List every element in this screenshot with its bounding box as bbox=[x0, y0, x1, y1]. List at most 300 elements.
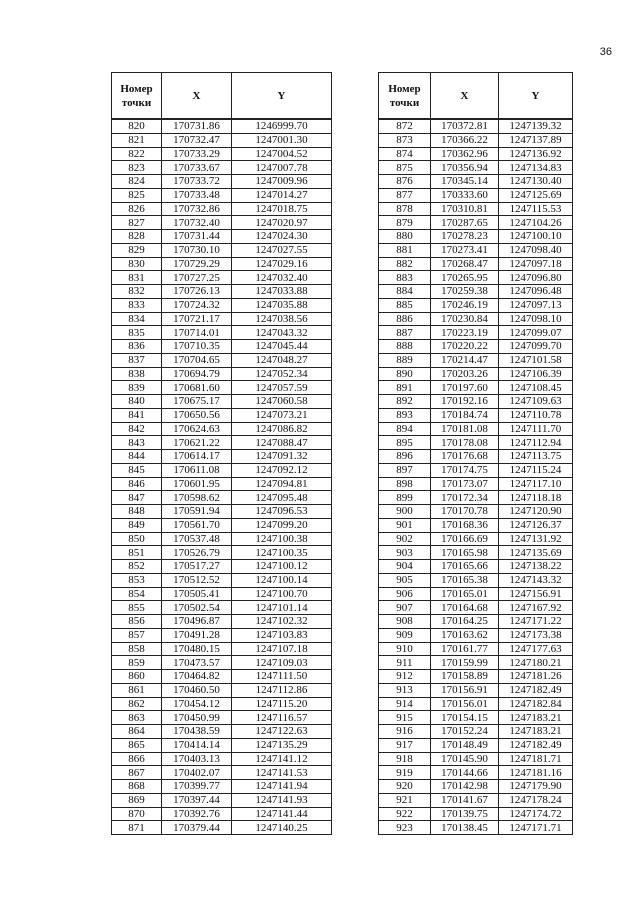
point-number-cell: 900 bbox=[379, 505, 431, 519]
table-row bbox=[112, 518, 332, 532]
table-row bbox=[112, 491, 332, 505]
y-coordinate-cell: 1247116.57 bbox=[232, 711, 332, 725]
point-number-cell: 820 bbox=[112, 119, 162, 133]
header-y: Y bbox=[232, 73, 332, 120]
y-coordinate-cell: 1247100.12 bbox=[232, 560, 332, 574]
x-coordinate-cell: 170733.29 bbox=[162, 147, 232, 161]
header-x: X bbox=[162, 73, 232, 120]
x-coordinate-cell: 170166.69 bbox=[431, 532, 499, 546]
table-row bbox=[379, 656, 573, 670]
y-coordinate-cell: 1247052.34 bbox=[232, 367, 332, 381]
point-number-cell: 922 bbox=[379, 807, 431, 821]
x-coordinate-cell: 170356.94 bbox=[431, 161, 499, 175]
point-number-cell: 889 bbox=[379, 353, 431, 367]
point-number-cell: 867 bbox=[112, 766, 162, 780]
point-number-cell: 847 bbox=[112, 491, 162, 505]
table-row bbox=[379, 161, 573, 175]
x-coordinate-cell: 170729.29 bbox=[162, 257, 232, 271]
table-row bbox=[379, 697, 573, 711]
y-coordinate-cell: 1247143.32 bbox=[499, 573, 573, 587]
x-coordinate-cell: 170170.78 bbox=[431, 505, 499, 519]
x-coordinate-cell: 170366.22 bbox=[431, 133, 499, 147]
point-number-cell: 916 bbox=[379, 725, 431, 739]
point-number-cell: 828 bbox=[112, 230, 162, 244]
x-coordinate-cell: 170724.32 bbox=[162, 298, 232, 312]
point-number-cell: 921 bbox=[379, 793, 431, 807]
point-number-cell: 923 bbox=[379, 821, 431, 835]
table-row bbox=[112, 312, 332, 326]
point-number-cell: 834 bbox=[112, 312, 162, 326]
point-number-cell: 881 bbox=[379, 243, 431, 257]
table-row bbox=[112, 381, 332, 395]
x-coordinate-cell: 170192.16 bbox=[431, 395, 499, 409]
x-coordinate-cell: 170732.40 bbox=[162, 216, 232, 230]
page-number: 36 bbox=[599, 46, 612, 58]
table-row bbox=[112, 450, 332, 464]
x-coordinate-cell: 170144.66 bbox=[431, 766, 499, 780]
point-number-cell: 891 bbox=[379, 381, 431, 395]
x-coordinate-cell: 170164.68 bbox=[431, 601, 499, 615]
y-coordinate-cell: 1247101.58 bbox=[499, 353, 573, 367]
table-row bbox=[379, 450, 573, 464]
table-row bbox=[112, 780, 332, 794]
table-row bbox=[112, 656, 332, 670]
x-coordinate-cell: 170152.24 bbox=[431, 725, 499, 739]
x-coordinate-cell: 170214.47 bbox=[431, 353, 499, 367]
x-coordinate-cell: 170141.67 bbox=[431, 793, 499, 807]
x-coordinate-cell: 170704.65 bbox=[162, 353, 232, 367]
point-number-cell: 877 bbox=[379, 188, 431, 202]
point-number-cell: 860 bbox=[112, 670, 162, 684]
y-coordinate-cell: 1247136.92 bbox=[499, 147, 573, 161]
y-coordinate-cell: 1247001.30 bbox=[232, 133, 332, 147]
y-coordinate-cell: 1247141.53 bbox=[232, 766, 332, 780]
y-coordinate-cell: 1247096.53 bbox=[232, 505, 332, 519]
point-number-cell: 840 bbox=[112, 395, 162, 409]
y-coordinate-cell: 1247126.37 bbox=[499, 518, 573, 532]
y-coordinate-cell: 1247009.96 bbox=[232, 175, 332, 189]
point-number-cell: 839 bbox=[112, 381, 162, 395]
table-row bbox=[112, 628, 332, 642]
y-coordinate-cell: 1247115.20 bbox=[232, 697, 332, 711]
x-coordinate-cell: 170727.25 bbox=[162, 271, 232, 285]
point-number-cell: 919 bbox=[379, 766, 431, 780]
point-number-cell: 831 bbox=[112, 271, 162, 285]
y-coordinate-cell: 1247099.70 bbox=[499, 340, 573, 354]
table-row bbox=[379, 725, 573, 739]
table-row bbox=[379, 285, 573, 299]
x-coordinate-cell: 170733.67 bbox=[162, 161, 232, 175]
x-coordinate-cell: 170310.81 bbox=[431, 202, 499, 216]
table-row bbox=[112, 725, 332, 739]
y-coordinate-cell: 1247182.49 bbox=[499, 683, 573, 697]
table-row bbox=[379, 326, 573, 340]
table-row bbox=[112, 422, 332, 436]
table-row bbox=[379, 601, 573, 615]
y-coordinate-cell: 1247117.10 bbox=[499, 477, 573, 491]
y-coordinate-cell: 1247109.03 bbox=[232, 656, 332, 670]
x-coordinate-cell: 170172.34 bbox=[431, 491, 499, 505]
table-row bbox=[112, 766, 332, 780]
point-number-cell: 887 bbox=[379, 326, 431, 340]
x-coordinate-cell: 170165.01 bbox=[431, 587, 499, 601]
point-number-cell: 883 bbox=[379, 271, 431, 285]
x-coordinate-cell: 170714.01 bbox=[162, 326, 232, 340]
point-number-cell: 880 bbox=[379, 230, 431, 244]
y-coordinate-cell: 1247137.89 bbox=[499, 133, 573, 147]
table-row bbox=[112, 285, 332, 299]
table-row bbox=[112, 175, 332, 189]
table-row bbox=[112, 711, 332, 725]
x-coordinate-cell: 170601.95 bbox=[162, 477, 232, 491]
table-header-row bbox=[379, 73, 573, 120]
point-number-cell: 825 bbox=[112, 188, 162, 202]
y-coordinate-cell: 1247115.24 bbox=[499, 463, 573, 477]
x-coordinate-cell: 170721.17 bbox=[162, 312, 232, 326]
table-row bbox=[112, 587, 332, 601]
table-row bbox=[112, 202, 332, 216]
table-row bbox=[379, 436, 573, 450]
point-number-cell: 902 bbox=[379, 532, 431, 546]
table-row bbox=[379, 518, 573, 532]
point-number-cell: 861 bbox=[112, 683, 162, 697]
y-coordinate-cell: 1247097.18 bbox=[499, 257, 573, 271]
y-coordinate-cell: 1247057.59 bbox=[232, 381, 332, 395]
point-number-cell: 843 bbox=[112, 436, 162, 450]
table-row bbox=[379, 408, 573, 422]
table-row bbox=[379, 587, 573, 601]
point-number-cell: 885 bbox=[379, 298, 431, 312]
point-number-cell: 837 bbox=[112, 353, 162, 367]
table-row bbox=[112, 821, 332, 835]
table-row bbox=[379, 628, 573, 642]
x-coordinate-cell: 170537.48 bbox=[162, 532, 232, 546]
y-coordinate-cell: 1247112.94 bbox=[499, 436, 573, 450]
point-number-cell: 826 bbox=[112, 202, 162, 216]
point-number-cell: 890 bbox=[379, 367, 431, 381]
y-coordinate-cell: 1247178.24 bbox=[499, 793, 573, 807]
point-number-cell: 907 bbox=[379, 601, 431, 615]
point-number-cell: 872 bbox=[379, 119, 431, 133]
table-row bbox=[379, 683, 573, 697]
point-number-cell: 882 bbox=[379, 257, 431, 271]
y-coordinate-cell: 1247029.16 bbox=[232, 257, 332, 271]
x-coordinate-cell: 170287.65 bbox=[431, 216, 499, 230]
x-coordinate-cell: 170399.77 bbox=[162, 780, 232, 794]
x-coordinate-cell: 170611.08 bbox=[162, 463, 232, 477]
x-coordinate-cell: 170480.15 bbox=[162, 642, 232, 656]
point-number-cell: 841 bbox=[112, 408, 162, 422]
x-coordinate-cell: 170512.52 bbox=[162, 573, 232, 587]
header-x: X bbox=[431, 73, 499, 120]
y-coordinate-cell: 1247181.71 bbox=[499, 752, 573, 766]
y-coordinate-cell: 1247134.83 bbox=[499, 161, 573, 175]
x-coordinate-cell: 170460.50 bbox=[162, 683, 232, 697]
table-row bbox=[112, 615, 332, 629]
x-coordinate-cell: 170402.07 bbox=[162, 766, 232, 780]
x-coordinate-cell: 170650.56 bbox=[162, 408, 232, 422]
point-number-cell: 906 bbox=[379, 587, 431, 601]
x-coordinate-cell: 170732.86 bbox=[162, 202, 232, 216]
table-row bbox=[379, 711, 573, 725]
point-number-cell: 874 bbox=[379, 147, 431, 161]
point-number-cell: 901 bbox=[379, 518, 431, 532]
x-coordinate-cell: 170464.82 bbox=[162, 670, 232, 684]
table-row bbox=[379, 257, 573, 271]
point-number-cell: 856 bbox=[112, 615, 162, 629]
y-coordinate-cell: 1247183.21 bbox=[499, 711, 573, 725]
y-coordinate-cell: 1247182.84 bbox=[499, 697, 573, 711]
x-coordinate-cell: 170491.28 bbox=[162, 628, 232, 642]
table-row bbox=[112, 395, 332, 409]
point-number-cell: 863 bbox=[112, 711, 162, 725]
point-number-cell: 845 bbox=[112, 463, 162, 477]
table-row bbox=[379, 793, 573, 807]
table-row bbox=[379, 560, 573, 574]
table-row bbox=[379, 477, 573, 491]
table-row bbox=[112, 463, 332, 477]
point-number-cell: 832 bbox=[112, 285, 162, 299]
x-coordinate-cell: 170502.54 bbox=[162, 601, 232, 615]
y-coordinate-cell: 1247171.22 bbox=[499, 615, 573, 629]
y-coordinate-cell: 1247138.22 bbox=[499, 560, 573, 574]
table-row bbox=[379, 340, 573, 354]
y-coordinate-cell: 1247100.14 bbox=[232, 573, 332, 587]
y-coordinate-cell: 1247043.32 bbox=[232, 326, 332, 340]
table-row bbox=[112, 353, 332, 367]
table-header-row bbox=[112, 73, 332, 120]
y-coordinate-cell: 1247102.32 bbox=[232, 615, 332, 629]
y-coordinate-cell: 1247120.90 bbox=[499, 505, 573, 519]
table-row bbox=[379, 202, 573, 216]
y-coordinate-cell: 1247033.88 bbox=[232, 285, 332, 299]
x-coordinate-cell: 170220.22 bbox=[431, 340, 499, 354]
table-row bbox=[379, 463, 573, 477]
point-number-cell: 823 bbox=[112, 161, 162, 175]
table-row bbox=[379, 422, 573, 436]
x-coordinate-cell: 170372.81 bbox=[431, 119, 499, 133]
point-number-cell: 822 bbox=[112, 147, 162, 161]
table-row bbox=[112, 807, 332, 821]
x-coordinate-cell: 170265.95 bbox=[431, 271, 499, 285]
point-number-cell: 830 bbox=[112, 257, 162, 271]
y-coordinate-cell: 1247140.25 bbox=[232, 821, 332, 835]
x-coordinate-cell: 170156.91 bbox=[431, 683, 499, 697]
y-coordinate-cell: 1247181.26 bbox=[499, 670, 573, 684]
x-coordinate-cell: 170164.25 bbox=[431, 615, 499, 629]
y-coordinate-cell: 1247100.35 bbox=[232, 546, 332, 560]
y-coordinate-cell: 1247048.27 bbox=[232, 353, 332, 367]
point-number-cell: 899 bbox=[379, 491, 431, 505]
x-coordinate-cell: 170174.75 bbox=[431, 463, 499, 477]
y-coordinate-cell: 1247100.38 bbox=[232, 532, 332, 546]
point-number-cell: 849 bbox=[112, 518, 162, 532]
point-number-cell: 850 bbox=[112, 532, 162, 546]
y-coordinate-cell: 1247103.83 bbox=[232, 628, 332, 642]
table-row bbox=[112, 532, 332, 546]
table-row bbox=[112, 119, 332, 133]
table-row bbox=[379, 133, 573, 147]
point-number-cell: 852 bbox=[112, 560, 162, 574]
point-number-cell: 848 bbox=[112, 505, 162, 519]
y-coordinate-cell: 1247139.32 bbox=[499, 119, 573, 133]
table-row bbox=[112, 670, 332, 684]
y-coordinate-cell: 1247004.52 bbox=[232, 147, 332, 161]
table-row bbox=[379, 298, 573, 312]
y-coordinate-cell: 1247181.16 bbox=[499, 766, 573, 780]
x-coordinate-cell: 170403.13 bbox=[162, 752, 232, 766]
x-coordinate-cell: 170732.47 bbox=[162, 133, 232, 147]
x-coordinate-cell: 170197.60 bbox=[431, 381, 499, 395]
table-row bbox=[112, 601, 332, 615]
point-number-cell: 846 bbox=[112, 477, 162, 491]
table-row bbox=[112, 408, 332, 422]
table-row bbox=[112, 298, 332, 312]
point-number-cell: 858 bbox=[112, 642, 162, 656]
x-coordinate-cell: 170246.19 bbox=[431, 298, 499, 312]
table-row bbox=[112, 367, 332, 381]
y-coordinate-cell: 1247045.44 bbox=[232, 340, 332, 354]
table-row bbox=[112, 793, 332, 807]
table-row bbox=[112, 326, 332, 340]
point-number-cell: 898 bbox=[379, 477, 431, 491]
y-coordinate-cell: 1247141.93 bbox=[232, 793, 332, 807]
x-coordinate-cell: 170154.15 bbox=[431, 711, 499, 725]
y-coordinate-cell: 1247110.78 bbox=[499, 408, 573, 422]
y-coordinate-cell: 1247014.27 bbox=[232, 188, 332, 202]
table-row bbox=[112, 436, 332, 450]
x-coordinate-cell: 170203.26 bbox=[431, 367, 499, 381]
table-row bbox=[379, 615, 573, 629]
x-coordinate-cell: 170733.72 bbox=[162, 175, 232, 189]
y-coordinate-cell: 1247032.40 bbox=[232, 271, 332, 285]
x-coordinate-cell: 170438.59 bbox=[162, 725, 232, 739]
point-number-cell: 853 bbox=[112, 573, 162, 587]
x-coordinate-cell: 170165.38 bbox=[431, 573, 499, 587]
x-coordinate-cell: 170165.66 bbox=[431, 560, 499, 574]
table-row bbox=[379, 395, 573, 409]
header-point-number: Номер точки bbox=[379, 73, 431, 120]
table-row bbox=[379, 188, 573, 202]
table-row bbox=[379, 230, 573, 244]
y-coordinate-cell: 1247096.48 bbox=[499, 285, 573, 299]
x-coordinate-cell: 170598.62 bbox=[162, 491, 232, 505]
y-coordinate-cell: 1247135.29 bbox=[232, 738, 332, 752]
y-coordinate-cell: 1247097.13 bbox=[499, 298, 573, 312]
point-number-cell: 855 bbox=[112, 601, 162, 615]
point-number-cell: 914 bbox=[379, 697, 431, 711]
y-coordinate-cell: 1247073.21 bbox=[232, 408, 332, 422]
x-coordinate-cell: 170733.48 bbox=[162, 188, 232, 202]
x-coordinate-cell: 170681.60 bbox=[162, 381, 232, 395]
x-coordinate-cell: 170230.84 bbox=[431, 312, 499, 326]
y-coordinate-cell: 1247156.91 bbox=[499, 587, 573, 601]
y-coordinate-cell: 1247109.63 bbox=[499, 395, 573, 409]
table-row bbox=[379, 670, 573, 684]
x-coordinate-cell: 170184.74 bbox=[431, 408, 499, 422]
table-row bbox=[112, 560, 332, 574]
y-coordinate-cell: 1246999.70 bbox=[232, 119, 332, 133]
x-coordinate-cell: 170450.99 bbox=[162, 711, 232, 725]
point-number-cell: 865 bbox=[112, 738, 162, 752]
x-coordinate-cell: 170333.60 bbox=[431, 188, 499, 202]
x-coordinate-cell: 170454.12 bbox=[162, 697, 232, 711]
point-number-cell: 908 bbox=[379, 615, 431, 629]
table-row bbox=[112, 147, 332, 161]
table-row bbox=[112, 546, 332, 560]
point-number-cell: 829 bbox=[112, 243, 162, 257]
x-coordinate-cell: 170392.76 bbox=[162, 807, 232, 821]
y-coordinate-cell: 1247174.72 bbox=[499, 807, 573, 821]
x-coordinate-cell: 170163.62 bbox=[431, 628, 499, 642]
y-coordinate-cell: 1247183.21 bbox=[499, 725, 573, 739]
x-coordinate-cell: 170176.68 bbox=[431, 450, 499, 464]
y-coordinate-cell: 1247107.18 bbox=[232, 642, 332, 656]
point-number-cell: 912 bbox=[379, 670, 431, 684]
point-number-cell: 910 bbox=[379, 642, 431, 656]
y-coordinate-cell: 1247100.10 bbox=[499, 230, 573, 244]
point-number-cell: 827 bbox=[112, 216, 162, 230]
x-coordinate-cell: 170156.01 bbox=[431, 697, 499, 711]
y-coordinate-cell: 1247111.50 bbox=[232, 670, 332, 684]
point-number-cell: 888 bbox=[379, 340, 431, 354]
point-number-cell: 871 bbox=[112, 821, 162, 835]
y-coordinate-cell: 1247130.40 bbox=[499, 175, 573, 189]
point-number-cell: 833 bbox=[112, 298, 162, 312]
x-coordinate-cell: 170158.89 bbox=[431, 670, 499, 684]
table-row bbox=[379, 175, 573, 189]
point-number-cell: 886 bbox=[379, 312, 431, 326]
y-coordinate-cell: 1247113.75 bbox=[499, 450, 573, 464]
x-coordinate-cell: 170159.99 bbox=[431, 656, 499, 670]
table-row bbox=[112, 573, 332, 587]
y-coordinate-cell: 1247179.90 bbox=[499, 780, 573, 794]
y-coordinate-cell: 1247131.92 bbox=[499, 532, 573, 546]
y-coordinate-cell: 1247086.82 bbox=[232, 422, 332, 436]
point-number-cell: 903 bbox=[379, 546, 431, 560]
y-coordinate-cell: 1247092.12 bbox=[232, 463, 332, 477]
table-row bbox=[112, 505, 332, 519]
y-coordinate-cell: 1247098.10 bbox=[499, 312, 573, 326]
table-body-right bbox=[379, 119, 573, 835]
y-coordinate-cell: 1247104.26 bbox=[499, 216, 573, 230]
x-coordinate-cell: 170505.41 bbox=[162, 587, 232, 601]
table-row bbox=[379, 766, 573, 780]
y-coordinate-cell: 1247027.55 bbox=[232, 243, 332, 257]
point-number-cell: 851 bbox=[112, 546, 162, 560]
point-number-cell: 892 bbox=[379, 395, 431, 409]
y-coordinate-cell: 1247106.39 bbox=[499, 367, 573, 381]
x-coordinate-cell: 170526.79 bbox=[162, 546, 232, 560]
y-coordinate-cell: 1247112.86 bbox=[232, 683, 332, 697]
point-number-cell: 879 bbox=[379, 216, 431, 230]
x-coordinate-cell: 170138.45 bbox=[431, 821, 499, 835]
y-coordinate-cell: 1247167.92 bbox=[499, 601, 573, 615]
point-number-cell: 905 bbox=[379, 573, 431, 587]
x-coordinate-cell: 170362.96 bbox=[431, 147, 499, 161]
x-coordinate-cell: 170178.08 bbox=[431, 436, 499, 450]
table-row bbox=[379, 573, 573, 587]
x-coordinate-cell: 170181.08 bbox=[431, 422, 499, 436]
point-number-cell: 866 bbox=[112, 752, 162, 766]
table-row bbox=[112, 752, 332, 766]
table-body-left bbox=[112, 119, 332, 835]
coordinates-table-right bbox=[378, 72, 573, 835]
x-coordinate-cell: 170139.75 bbox=[431, 807, 499, 821]
x-coordinate-cell: 170223.19 bbox=[431, 326, 499, 340]
point-number-cell: 918 bbox=[379, 752, 431, 766]
x-coordinate-cell: 170710.35 bbox=[162, 340, 232, 354]
